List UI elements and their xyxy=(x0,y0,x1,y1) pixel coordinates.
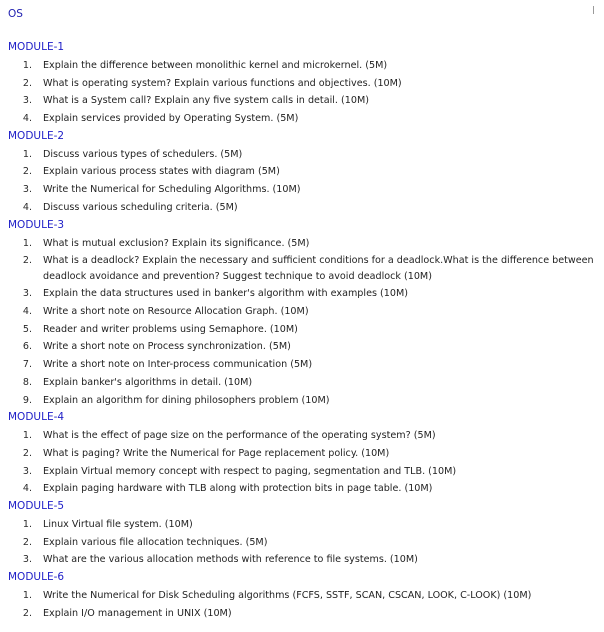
question-text: What is a deadlock? Explain the necessary and sufficient conditions for a deadlock.What is the difference between deadlock avoidance and prevention? Suggest technique to avoid deadlock (10M) xyxy=(43,255,594,282)
question-text: Explain services provided by Operating System. (5M) xyxy=(43,113,299,125)
question-number: 1. xyxy=(22,148,32,160)
question-number: 3. xyxy=(22,554,32,566)
question-item xyxy=(8,111,598,127)
question-number: 6. xyxy=(22,341,32,353)
question-number: 1. xyxy=(22,237,32,249)
module-heading: MODULE-5 xyxy=(8,499,65,512)
question-item xyxy=(8,606,598,622)
module-section xyxy=(8,499,598,568)
question-item xyxy=(8,58,598,74)
question-item xyxy=(8,200,598,216)
question-number: 3. xyxy=(22,288,32,300)
question-text: Explain the difference between monolithic kernel and microkernel. (5M) xyxy=(43,60,388,71)
question-list xyxy=(8,58,598,127)
question-number: 7. xyxy=(22,359,32,371)
module-section xyxy=(8,410,598,497)
module-list xyxy=(8,40,598,623)
question-text: What is paging? Write the Numerical for Page replacement policy. (10M) xyxy=(43,447,390,459)
question-number: 3. xyxy=(22,465,32,477)
question-list xyxy=(8,428,598,497)
question-number: 3. xyxy=(22,184,32,196)
question-item xyxy=(8,147,598,163)
question-text: Explain various process states with diagram (5M) xyxy=(43,166,280,178)
question-text: What is mutual exclusion? Explain its significance. (5M) xyxy=(43,237,310,249)
question-item xyxy=(8,428,598,444)
question-text: Discuss various types of schedulers. (5M) xyxy=(43,148,243,160)
question-text: Discuss various scheduling criteria. (5M) xyxy=(43,201,238,213)
question-number: 1. xyxy=(22,590,32,601)
module-heading: MODULE-2 xyxy=(8,129,65,142)
module-heading: MODULE-6 xyxy=(8,571,65,583)
question-text: Write the Numerical for Disk Scheduling algorithms (FCFS, SSTF, SCAN, CSCAN, LOOK, C-LOOK) (10M) xyxy=(43,590,532,601)
question-item xyxy=(8,357,598,373)
question-text: Explain banker's algorithms in detail. (10M) xyxy=(43,376,253,388)
question-text: Explain an algorithm for dining philosophers problem (10M) xyxy=(43,394,330,406)
question-list xyxy=(8,236,598,409)
question-number: 2. xyxy=(22,447,32,459)
question-number: 4. xyxy=(22,201,32,213)
question-number: 2. xyxy=(22,77,32,89)
question-number: 2. xyxy=(22,255,32,267)
module-section xyxy=(8,570,598,621)
module-heading: MODULE-1 xyxy=(8,41,65,53)
question-text: Linux Virtual file system. (10M) xyxy=(43,518,193,530)
question-number: 2. xyxy=(22,607,32,619)
question-item xyxy=(8,164,598,180)
question-item xyxy=(8,552,598,568)
question-item xyxy=(8,322,598,338)
module-section xyxy=(8,40,598,127)
question-item xyxy=(8,481,598,497)
question-number: 2. xyxy=(22,166,32,178)
question-number: 1. xyxy=(22,430,32,442)
question-text: Write a short note on Resource Allocation Graph. (10M) xyxy=(43,306,309,318)
question-number: 8. xyxy=(22,376,32,388)
module-section xyxy=(8,129,598,216)
question-text: Write a short note on Process synchronization. (5M) xyxy=(43,341,291,353)
question-item xyxy=(8,588,598,604)
question-number: 2. xyxy=(22,536,32,548)
question-item xyxy=(8,286,598,302)
question-number: 4. xyxy=(22,113,32,125)
question-text: Write the Numerical for Scheduling Algorithms. (10M) xyxy=(43,184,301,196)
module-section xyxy=(8,218,598,409)
question-item xyxy=(8,182,598,198)
question-item xyxy=(8,535,598,551)
question-item xyxy=(8,76,598,92)
question-list xyxy=(8,147,598,216)
question-number: 1. xyxy=(22,518,32,530)
question-number: 1. xyxy=(22,60,32,71)
question-item xyxy=(8,517,598,533)
corner-mark xyxy=(593,6,594,14)
question-number: 4. xyxy=(22,306,32,318)
question-number: 9. xyxy=(22,394,32,406)
question-list xyxy=(8,517,598,568)
question-list xyxy=(8,588,598,621)
question-text: Write a short note on Inter-process communication (5M) xyxy=(43,359,313,371)
module-heading: MODULE-3 xyxy=(8,218,65,231)
question-item xyxy=(8,464,598,480)
question-item xyxy=(8,236,598,252)
question-item xyxy=(8,304,598,320)
question-text: What is a System call? Explain any five system calls in detail. (10M) xyxy=(43,95,369,107)
question-item xyxy=(8,446,598,462)
question-text: Reader and writer problems using Semaphore. (10M) xyxy=(43,323,298,335)
question-number: 4. xyxy=(22,483,32,495)
question-text: Explain I/O management in UNIX (10M) xyxy=(43,607,232,619)
question-item xyxy=(8,339,598,355)
question-item xyxy=(8,375,598,391)
question-text: What are the various allocation methods with reference to file systems. (10M) xyxy=(43,554,418,566)
question-item xyxy=(8,253,598,284)
question-text: Explain Virtual memory concept with respect to paging, segmentation and TLB. (10M) xyxy=(43,465,457,477)
question-item xyxy=(8,93,598,109)
document-title: OS xyxy=(8,8,23,20)
module-heading: MODULE-4 xyxy=(8,411,65,424)
question-text: What is operating system? Explain various functions and objectives. (10M) xyxy=(43,77,402,89)
question-item xyxy=(8,393,598,409)
question-text: Explain the data structures used in banker's algorithm with examples (10M) xyxy=(43,288,408,300)
question-number: 3. xyxy=(22,95,32,107)
question-number: 5. xyxy=(22,323,32,335)
question-text: Explain paging hardware with TLB along with protection bits in page table. (10M) xyxy=(43,483,433,495)
question-text: Explain various file allocation techniques. (5M) xyxy=(43,536,268,548)
question-text: What is the effect of page size on the performance of the operating system? (5M) xyxy=(43,430,436,442)
